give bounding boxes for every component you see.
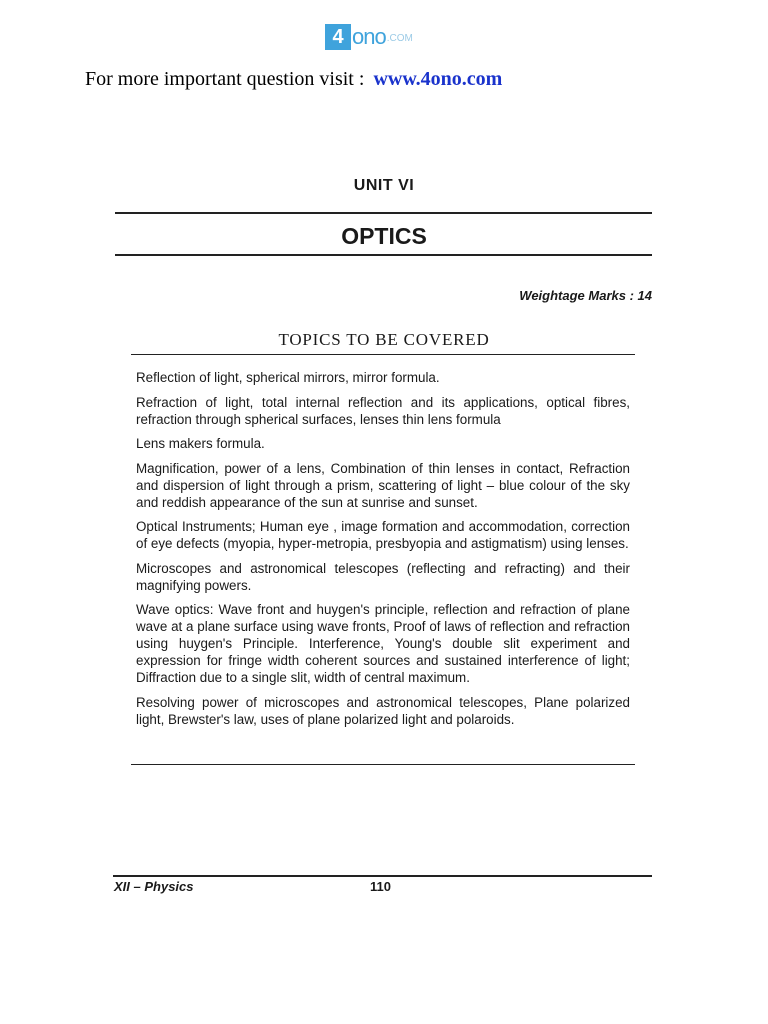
title-top-rule [115,212,652,214]
logo-suffix: .COM [386,33,413,44]
logo-mark: 4 [325,24,351,50]
unit-label: UNIT VI [353,177,415,194]
topic-item: Wave optics: Wave front and huygen's principle, reflection and refraction of plane wave at a plane surface using wave fronts, Proof of laws of reflection and refraction using huygen's Principle. Interference, Young's double slit experiment and expression for fringe width coherent sources and sustained interference of light; Diffraction due to a single slit, width of central maximum. [136,602,630,685]
title-bottom-rule [115,254,652,256]
footer-rule [113,875,652,877]
promo-line [85,67,502,91]
promo-text: For more important question visit : [85,68,365,90]
topic-item: Microscopes and astronomical telescopes (reflecting and refracting) and their magnifying powers. [136,560,630,593]
topic-item: Resolving power of microscopes and astronomical telescopes, Plane polarized light, Brewster's law, uses of plane polarized light and polaroids. [136,694,630,727]
topic-item: Lens makers formula. [136,436,265,451]
topics-bottom-rule [131,764,635,765]
topic-item: Reflection of light, spherical mirrors, mirror formula. [136,370,440,385]
footer-subject: XII – Physics [114,879,194,894]
weightage-marks: Weightage Marks : 14 [519,288,652,303]
topic-item: Magnification, power of a lens, Combination of thin lenses in contact, Refraction and dispersion of light through a prism, scattering of light – blue colour of the sky and reddish appearance of the sun at sunrise and sunset. [136,460,630,510]
topics-list [136,369,630,735]
promo-link[interactable]: www.4ono.com [373,68,503,90]
topic-item: Optical Instruments; Human eye , image formation and accommodation, correction of eye defects (myopia, hyper-metropia, presbyopia and astigmatism) using lenses. [136,519,630,551]
topics-top-rule [131,354,635,355]
page-number: 110 [370,879,391,894]
site-logo [325,24,413,50]
topic-item: Refraction of light, total internal reflection and its applications, optical fibres, refraction through spherical surfaces, lenses thin lens formula [136,394,630,427]
logo-wordmark: ono [352,24,386,49]
topics-heading: TOPICS TO BE COVERED [278,330,490,349]
page-title: OPTICS [341,223,427,249]
